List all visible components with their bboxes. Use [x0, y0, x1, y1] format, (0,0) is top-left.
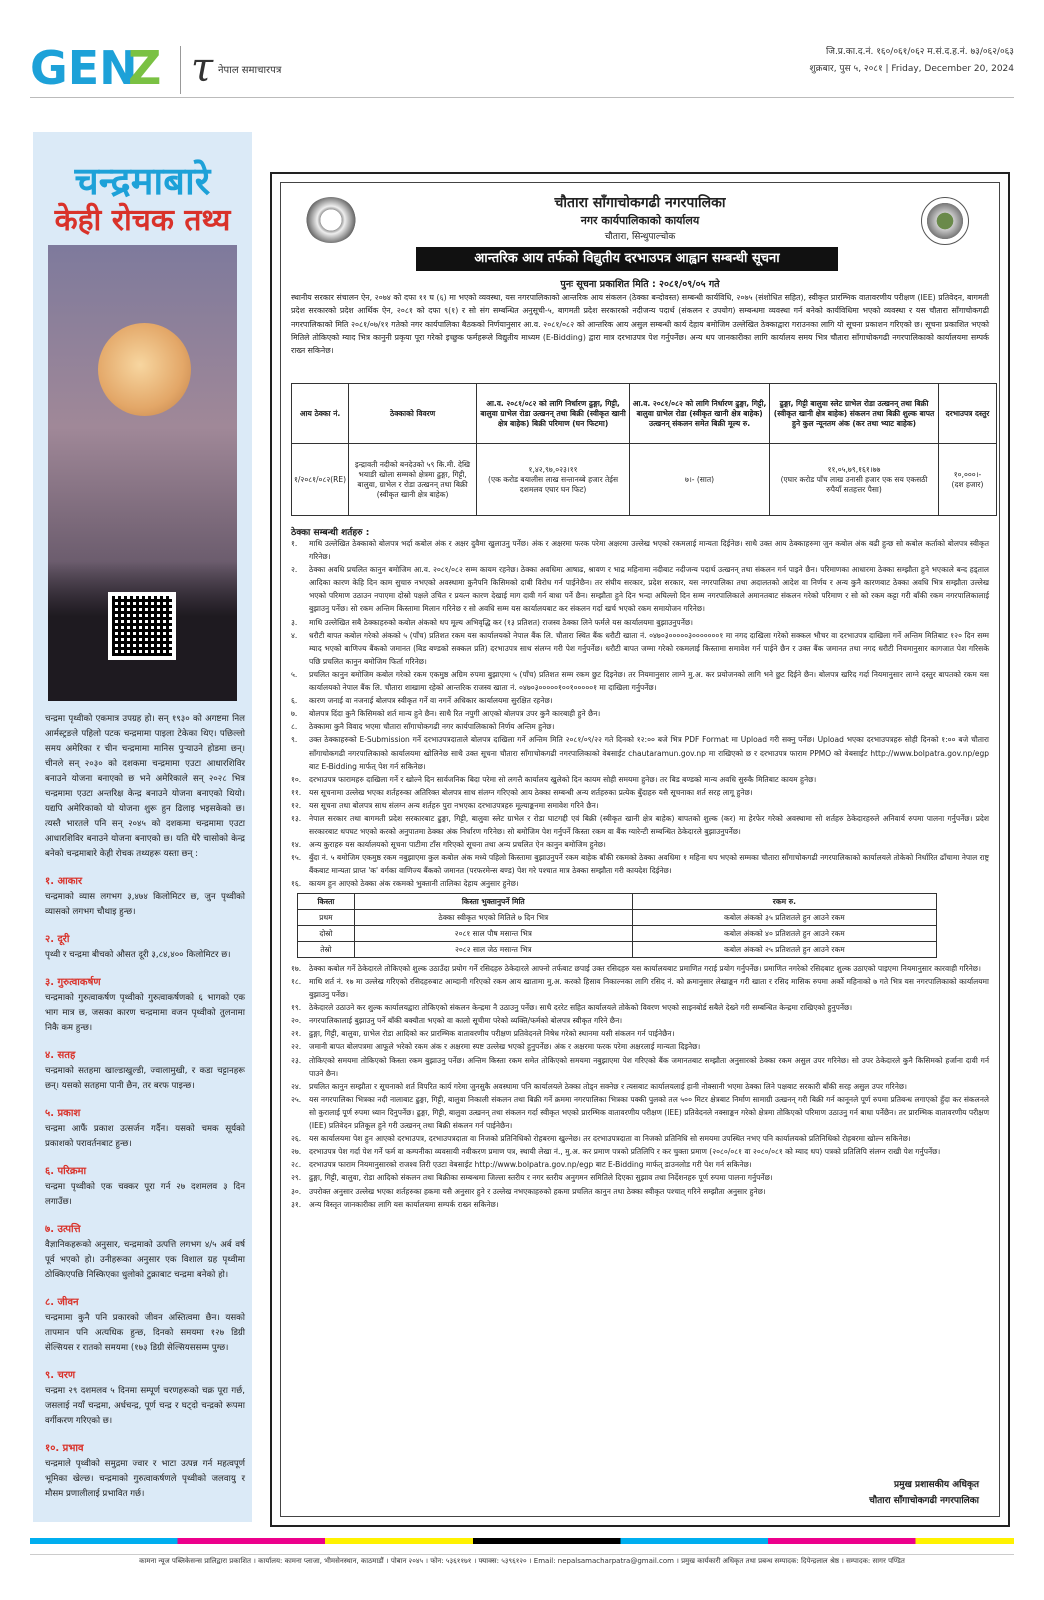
notice-inner — [280, 182, 1000, 1517]
term-item — [291, 1027, 989, 1040]
term-text: बुँदा नं. ५ बमोजिम एकमुष्ठ रकम नबुझाएमा कुल कबोल अंक मध्ये पहिलो किस्तामा बुझाउनुपर्ने रकम बाहेक बाँकी रकमको ठेक्का अवधिमा १ महिना थप भएको सम्मका चौतारा साँगाचोकगढी नगरपालिकाको कार्यालयले तोकेको निर्धारित ढाँचामा नेपाल राष्ट्र बैंकबाट मान्यता प्राप्त 'क' वर्गका वाणिज्य बैंकको जमानत (परफरमेन्स बण्ड) पेश गरे पश्चात मात्र ठेक्का सम्झौता गरी कायदेश दिईनेछ। — [309, 853, 989, 876]
schedule-header: किस्ता भुक्तानुपर्ने मिति — [354, 893, 632, 909]
fact-heading: ७. उत्पत्ति — [45, 1224, 81, 1235]
term-number: २०. — [291, 1016, 302, 1026]
term-item — [291, 773, 989, 786]
term-text: बोलपत्र दिंदा कुनै किसिमको शर्त मान्य हुने छैन। साथै रित नपुगी आएको बोलपत्र उपर कुनै कारबाही हुने छैन। — [309, 709, 601, 719]
term-number: २३. — [291, 1055, 302, 1065]
notice-paragraph: स्थानीय सरकार संचालन ऐन, २०७४ को दफा ११ घ (६) मा भएको व्यवस्था, यस नगरपालिकाको आन्तरिक आय संकलन (ठेक्का बन्दोवस्त) सम्बन्धी कार्यविधि, २०७५ (संशोधित सहित), स्वीकृत प्रारम्भिक वातावरणीय परीक्षण (IEE) प्रतिवेदन, बागमती प्रदेश सरकारको प्रदेश आर्थिक ऐन, २०८१ को दफा ९(१) र सो संग सम्बन्धित अनुसूची-५, बागमती प्रदेश सरकारको नदीजन्य पदार्थ (संकलन र उपयोग) सम्बन्धमा व्यवस्था गर्न बनेको कार्यविधिमा भएको व्यवस्था र यस चौतारा साँगाचोकगढी नगरपालिकाको मिति २०८१/०७/११ गतेको नगर कार्यपालिका बैठकको निर्णयानुसार आ.व. २०८१/०८२ को आन्तरिक आय असुल सम्बन्धी कार्य देहाय बमोजिम उल्लेखित ठेक्काद्वारा गराउनका लागि यो सूचना प्रकाशन गरिएको छ। सूचना प्रकाशित भएको मितिले तोकिएको म्याद भित्र कानुनी प्रकृया पूरा गरेको इच्छुक फर्महरूले विद्युतीय माध्यम (E-Bidding) द्वारा मात्र दरभाउपत्र पेश गर्नुपर्नेछ। अन्य थप जानकारीका लागि कार्यालय समय भित्र चौतारा साँगाचोकगढी नगरपालिकाको कार्यालयमा सम्पर्क राख्न सकिनेछ। — [291, 293, 989, 356]
term-text: ठेक्कामा कुनै विवाद भएमा चौतारा साँगाचोकगढी नगर कार्यपालिकाको निर्णय अन्तिम हुनेछ। — [309, 722, 555, 732]
term-text: धरौटी बापत कबोल गरेको अंकको ५ (पाँच) प्रतिशत रकम यस कार्यालयको नेपाल बैंक लि. चौतारा स्थित बैंक धरौटी खाता नं. ०४७०३०००००३०००००००१ मा नगद दाखिला गरेको सक्कल भौचर वा दरभाउपत्र दाखिला गर्ने अन्तिम मितिबाट १२० दिन सम्म म्याद भएको बाणिज्य बैंकको जमानत (बिड बण्डको सक्कल प्रति) दरभाउपत्र साथ संलग्न गरी पेश गर्नुपर्नेछ। धरौटी बापत जम्मा गरेको रकमलाई किस्तामा समावेश गर्न पाईने छैन र उक्त बैंक जमानत तथा नगद धरौटी नियमानुसार कागजात पेश गरिसके पछि प्रचलित कानुन बमोजिम फिर्ता गरिनेछ। — [309, 630, 989, 666]
term-number: २२. — [291, 1042, 302, 1052]
signatory-org: चौतारा साँगाचोकगढी नगरपालिका — [869, 1496, 979, 1506]
term-number: २१. — [291, 1029, 302, 1039]
sidebar-intro: चन्द्रमा पृथ्वीको एकमात्र उपग्रह हो। सन् १९३० को अगष्टमा निल आर्मस्ट्रङले पहिलो पटक चन्द्रमामा पाइला टेकेका थिए। पछिल्लो समय अमेरिका र चीन चन्द्रमामा मानिस पुऱ्याउने होडमा छन्। चीनले सन् २०३० को दशकमा चन्द्रमामा एउटा आधारशिविर बनाउने योजना बनाएको छ भने अमेरिकाले सन् २०२८ भित्र चन्द्रमामा एउटा अन्तरिक्ष केन्द्र बनाउने योजना बनाएको थियो। यद्यपि अमेरिकाको यो योजना शुरू हुन ढिलाइ भइसकेको छ। त्यस्तै भारतले पनि सन् २०४५ को दशकमा चन्द्रमामा एउटा आधारशिविर बनाउने योजना बनाएको छ। यति धेरै चासोको केन्द्र बनेको चन्द्रमाबारे केही रोचक तथ्यहरू यस्ता छन् : — [45, 714, 245, 859]
org-address: चौतारा, सिन्धुपाल्चोक — [604, 232, 676, 242]
term-text: कायम हुन आएको ठेक्का अंक रकमको भुक्तानी तालिका देहाय अनुसार हुनेछ। — [309, 879, 519, 889]
term-item — [291, 616, 989, 629]
term-item — [291, 1158, 989, 1171]
term-item — [291, 838, 989, 851]
term-text: अन्य कुराहरु यस कार्यालयको सूचना पाटीमा टाँस गरिएको सूचना तथा अन्य प्रचलित ऐन कानुन बमोजिम हुनेछ। — [309, 840, 606, 850]
page-header — [0, 0, 1044, 120]
org-name: चौतारा साँगाचोकगढी नगरपालिका — [554, 195, 726, 211]
term-text: तोकिएको समयमा तोकिएको किस्ता रकम बुझाउनु पर्नेछ। अन्तिम किस्ता रकम समेत तोकिएको समयमा नबुझाएमा पेश गरिएको बैंक जमानतबाट सम्झौता अनुसारको ठेक्का रकम असुल उपर गरिनेछ। सो उपर ठेकेदारले कुनै किसिमको हर्जाना दावी गर्न पाउने छैन। — [309, 1055, 989, 1078]
schedule-header: रकम रु. — [632, 893, 936, 909]
term-item — [291, 1040, 989, 1053]
term-item — [291, 812, 989, 838]
fact-heading: ८. जीवन — [45, 1297, 79, 1308]
schedule-cell: ठेक्का स्वीकृत भएको मितिले ७ दिन भित्र — [354, 909, 632, 925]
moon-disc — [98, 323, 191, 416]
term-number: १०. — [291, 774, 302, 784]
term-text: ठेक्का कबोल गर्ने ठेकेदारले तोकिएको शुल्क उठाउँदा प्रयोग गर्ने रसिदहरु ठेकेदारले आफ्नो तर्फबाट छपाई उक्त रसिदहरु यस कार्यालयबाट प्रमाणित गराई प्रयोग गर्नुपर्नेछ। प्रमाणित नगरेको रसिदबाट शुल्क उठाएको पाइएमा नियमानुसार कारवाही गरिनेछ। — [309, 963, 981, 973]
term-text: माथि उल्लेखित ठेक्काको बोलपत्र भर्दा कबोल अंक र अक्षर दुवैमा खुलाउनु पर्नेछ। अंक र अक्षरमा फरक परेमा अक्षरमा उल्लेख भएको रकमलाई मान्यता दिईनेछ। साथै उक्त आय ठेक्काहरुमा जुन कबोल अंक बढी हुन्छ सो कबोल कर्ताको बोलपत्र स्वीकृत गरिनेछ। — [309, 539, 989, 562]
term-item — [291, 1145, 989, 1158]
paper-logo: τ — [180, 46, 213, 94]
table-cell: ७।- (सात) — [630, 444, 770, 516]
term-text: ठेक्का अवधि प्रचलित कानुन बमोजिम आ.व. २०८१/०८२ सम्म कायम रहनेछ। ठेक्का अवधिमा आषाढ, श्रावण र भाद्र महिनामा नदीबाट नदीजन्य पदार्थ उत्खनन् तथा संकलन गर्न पाइने छैन। परिमाणका आधारमा ठेक्का सम्झौता हुने भएकाले बन्द हड्ताल आदिका कारण केहि दिन काम सुचारु नभएको अवस्थामा कुनैपनि किसिमको दाबी विरोध गर्न पाईनेछैन। तर संघीय सरकार, प्रदेश सरकार, यस नगरपालिका तथा अदालतको आदेश वा निर्णय र अन्य कुनै कारणबाट ठेक्का अवधि भित्र सम्झौता उल्लेख भएको परिमाण उठाउन नपाएमा दोस्रो पक्षले उचित र प्रयत्न कारण देखाई माग दावी गर्न बाधा पर्ने छैन। सम्झौता हुने दिन भन्दा अघिल्लो दिन सम्म नगरपालिकाले अमानतबाट संकलन गरेको परिमाण र सो को रकम कट्टा गरी बाँकी रकम नगरपालिकालाई बुझाउनु पर्नेछ। सो रकम अन्तिम किस्तामा मिलान गरिनेछ र सो अवधि सम्म यस कार्यालयबाट कर संकलन गर्दा खर्च भएको रकम समायोजन गरिनेछ। — [309, 565, 989, 614]
term-number: ८. — [291, 722, 298, 732]
terms-list — [291, 537, 989, 1211]
term-number: १५. — [291, 853, 302, 863]
term-item — [291, 799, 989, 812]
term-item — [291, 668, 989, 694]
term-number: ६. — [291, 696, 298, 706]
moon-facts-sidebar — [33, 132, 252, 1522]
term-number: २४. — [291, 1081, 302, 1091]
term-number: २७. — [291, 1147, 302, 1157]
facts-list — [45, 874, 245, 1502]
term-item — [291, 1185, 989, 1198]
table-header: दरभाउपत्र दस्तुर — [939, 384, 997, 444]
term-text: नेपाल सरकार तथा बागमती प्रदेश सरकारबाट ढुङ्गा, गिट्टी, बालुवा स्लेट ग्राभेल र रोडा घाटगद्दी एवं बिक्री (स्वीकृत खानी क्षेत्र बाहेक) बापतको शुल्क (कर) मा हेरफेर गरेको अवस्थामा सो शर्तहरु ठेकेदारहरुले अनिवार्य रुपमा पालना गर्नुपर्नेछ। प्रदेश सरकारबाट थपघट भएको करको अनुपातमा ठेक्का अंक निर्धारण गरिनेछ। सो बमोजिम पेश गर्नुपर्ने किस्ता रकम वा बैंक ग्यारेन्टी सम्बन्धित ठेकेदारले बुझाउनुपर्नेछ। — [309, 813, 989, 837]
term-text: ठेकेदारले उठाउने कर शुल्क कार्यालयद्वारा तोकिएको संकलन केन्द्रमा नै उठाउनु पर्नेछ। साथै दररेट सहित कार्यालयले तोकेको विवरण भएको साइनबोर्ड सबैले देख्ने गरी सम्बन्धित केन्द्रमा राखिएको हुनुपर्नेछ। — [309, 1003, 853, 1013]
term-text: नगरपालिकालाई बुझाउनु पर्ने बाँकी बक्यौता भएको वा कालो सूचीमा परेको व्यक्ति/फर्मको बोलपत्र स्वीकृत गरिने छैन। — [309, 1016, 623, 1026]
term-text: यस सूचना तथा बोलपत्र साथ संलग्न अन्य शर्तहरु पुरा नभएका दरभाउपत्रहरु मूल्याङ्कनमा समावेश गरिने छैन। — [309, 800, 599, 810]
moon-photo — [48, 245, 237, 701]
fact-text: चन्द्रमामा कुनै पनि प्रकारको जीवन अस्तित्वमा छैन। यसको तापमान पनि अत्यधिक हुन्छ, दिनको समयमा १२७ डिग्री सेल्सियस र रातको समयमा (१७३ डिग्री सेल्सियससम्म पुग्छ। — [45, 1313, 245, 1353]
table-header: आय ठेक्का नं. — [292, 384, 349, 444]
term-text: दरभाउपत्र फाराम नियमानुसारको राजश्व तिरी एउटा वेबसाईट http://www.bolpatra.gov.np/egp बाट E-Bidding मार्फत् डाउनलोड गरी पेश गर्न सकिनेछ। — [309, 1160, 752, 1170]
fact-text: चन्द्रमाले पृथ्वीको समुद्रमा ज्वार र भाटा उत्पन्न गर्न महत्वपूर्ण भूमिका खेल्छ। चन्द्रमाको गुरुत्वाकर्षणले पृथ्वीको जलवायु र मौसम प्रणालीलाई प्रभावित गर्छ। — [45, 1459, 245, 1499]
table-cell: १०,०००।- (दश हजार) — [939, 444, 997, 516]
term-item — [291, 563, 989, 615]
term-number: २५. — [291, 1094, 302, 1104]
term-item — [291, 786, 989, 799]
date-line: शुक्रबार, पुस ५, २०८१ | Friday, December 20, 2024 — [809, 64, 1014, 74]
term-number: १८. — [291, 977, 302, 986]
fact-heading: १. आकार — [45, 876, 83, 887]
term-text: अन्य विस्तृत जानकारीका लागि यस कार्यालयमा सम्पर्क राख्न सकिनेछ। — [309, 1199, 499, 1209]
term-item — [291, 1093, 989, 1132]
table-header: ढुङ्गा, गिट्टी बालुवा स्लेट ग्राभेल रोडा उत्खनन् तथा बिक्री (स्वीकृत खानी क्षेत्र बाहेक) संकलन तथा बिक्री शुल्क बापत हुने कुल न्यूनतम अंक (कर तथा भ्याट बाहेक) — [770, 384, 939, 444]
term-item — [291, 733, 989, 772]
schedule-cell: प्रथम — [298, 909, 355, 925]
term-item — [291, 975, 989, 1001]
table-cell: १/२०८१/०८२(RE) — [292, 444, 349, 516]
term-item — [291, 1132, 989, 1145]
term-number: १४. — [291, 840, 302, 850]
fact-heading: ३. गुरुत्वाकर्षण — [45, 977, 101, 988]
fact-text: चन्द्रमा २९ दशमलव ५ दिनमा सम्पूर्ण चरणहरूको चक्र पूरा गर्छ, जसलाई नयाँ चन्द्रमा, अर्धचन्द्र, पूर्ण चन्द्र र घट्दो चन्द्रको रूपमा वर्गीकरण गरिएको छ। — [45, 1386, 245, 1426]
fact-text: चन्द्रमाको सतहमा खाल्डाखुल्डी, ज्वालामुखी, र कडा चट्टानहरू छन्। यसको सतहमा पानी छैन, तर बरफ पाइन्छ। — [45, 1066, 245, 1091]
schedule-row — [298, 909, 937, 925]
schedule-row — [298, 941, 937, 957]
term-item — [291, 1054, 989, 1080]
fact-heading: ६. परिक्रमा — [45, 1166, 87, 1177]
term-item — [291, 1001, 989, 1014]
genz-logo — [30, 40, 170, 92]
schedule-cell: २०८१ साल पौष मसान्त भित्र — [354, 925, 632, 941]
term-number: १६. — [291, 879, 302, 889]
term-text: दरभाउपत्र पेश गर्दा पेश गर्ने फर्म वा कम्पनीका व्यवसायी नवीकरण प्रमाण पत्र, स्थायी लेखा नं., मु.अ. कर प्रमाण पत्रको प्रतिलिपि र कर चुक्ता प्रमाण (२०८०/०८१ वा २०८०/०८१ को म्याद थप) पत्रको प्रतिलिपि संलग्न राखी पेश गर्नुपर्नेछ। — [309, 1147, 941, 1157]
fact-heading: २. दूरी — [45, 934, 70, 945]
schedule-cell: दोस्रो — [298, 925, 355, 941]
term-item — [291, 707, 989, 720]
term-text: उपरोक्त अनुसार उल्लेख भएका शर्तहरुका हकमा यसै अनुसार हुने र उल्लेख नभएकाहरुको हकमा प्रचलित कानुन तथा ठेक्का स्वीकृत पश्चात् गरिने सम्झौता अनुसार हुनेछ। — [309, 1186, 766, 1196]
table-cell: इन्द्रावती नदीको बनदेउको ५९ कि.मी. देखि भयाङी खोला सम्मको क्षेत्रमा ढुङ्गा, गिट्टी, बालुवा, ग्राभेल र रोडा उत्खनन् तथा बिक्री (स्वीकृत खानी क्षेत्र बाहेक) — [349, 444, 477, 516]
svg-text:GEN: GEN — [30, 41, 138, 92]
term-text: प्रचलित कानुन बमोजिम कबोल गरेको रकम एकमुष्ठ अग्रिम रुपमा बुझाएमा ५ (पाँच) प्रतिशत सम्म रकम छुट दिइनेछ। तर नियमानुसार लाग्ने मु.अ. कर प्रयोजनको लागि भने छुट दिईने छैन। बोलपत्र खरिद गर्दा नियमानुसार लाग्ने दस्तुर बापतको रकम यस कार्यालयको नेपाल बैंक लि. चौतारा शाखामा रहेको आन्तरिक राजस्व खाता नं. ०४७०३०००००१००१०००००१ मा दाखिला गर्नुपर्नेछ। — [309, 669, 989, 693]
reg-line: जि.प्र.का.द.नं. १६०/०६१/०६२ म.सं.द.ह.नं. ७३/०६२/०६३ — [825, 47, 1014, 57]
term-number: १७. — [291, 963, 302, 973]
term-number: १९. — [291, 1003, 302, 1013]
table-header: आ.व. २०८१/०८२ को लागि निर्धारण ढुङ्गा, गिट्टी, बालुवा ग्राभेल रोडा उत्खनन् तथा बिक्री (स्वीकृत खानी क्षेत्र बाहेक) बिक्री परिमाण (घन फिटमा) — [477, 384, 630, 444]
term-text: प्रचलित कानुन सम्झौता र सूचनाको शर्त विपरित कार्य गरेमा जुनसुकै अवस्थामा पनि कार्यालयले ठेक्का तोड्न सक्नेछ र त्यसबाट कार्यालयलाई हानी नोक्सानी भएमा ठेक्का लिने पक्षबाट सरकारी बाँकी सरह असुल उपर गरिनेछ। — [309, 1081, 907, 1091]
term-item — [291, 877, 989, 890]
fact-text: चन्द्रमाको गुरुत्वाकर्षण पृथ्वीको गुरुत्वाकर्षणको ६ भागको एक भाग मात्र छ, जसका कारण चन्द्रमामा वजन पृथ्वीको तुलनामा निकै कम हुन्छ। — [45, 993, 245, 1033]
term-text: यस नगरपालिका भित्रका नदी नालाबाट ढुङ्गा, गिट्टी, बालुवा निकाली संकलन तथा बिक्री गर्ने क्रममा नगरपालिका भित्रका पक्की पुलको तल ५०० मिटर क्षेत्रबाट निर्माण सामाग्री उत्खनन् गरी बिक्री गर्न कानूनले पूर्ण रुपमा प्रतिबन्ध लगाएको हुँदा कर संकलनले सो कुरालाई पूर्ण रुपमा ध्यान दिनुपर्नेछ। ढुङ्गा, गिट्टी, बालुवा उत्खनन् तथा संकलन गर्दा स्वीकृत भएको प्रारम्भिक वातावरणीय परीक्षण (IEE) प्रतिवेदनले नक्साङ्कन गरेको क्षेत्रमा तोकिएको परिमाण उठाउनु गर्न बाधा पर्नेछैन। तर प्रारम्भिक वातावरणीय परीक्षण (IEE) प्रतिवेदन प्रतिकूल हुने गरी उत्खनन् तथा बिक्री संकलन गर्न पाईनेछैन। — [309, 1094, 989, 1131]
term-text: जमानी बापत बोलपत्रमा आफूले भरेको रकम अंक र अक्षरमा स्पष्ट उल्लेख भएको हुनुपर्नेछ। अंक र अक्षरमा फरक परेमा अक्षरलाई मान्यता दिइनेछ। — [309, 1042, 701, 1052]
term-item — [291, 629, 989, 668]
term-item — [291, 1198, 989, 1211]
term-text: माथि उल्लेखित सबै ठेक्काहरुको कबोल अंकको थप मूल्य अभिवृद्धि कर (१३ प्रतिशत) राजस्व ठेक्का लिने फर्मले यस कार्यालयमा बुझाउनुपर्नेछ। — [309, 617, 693, 627]
signatory-title: प्रमुख प्रशासकीय अधिकृत — [893, 1480, 979, 1490]
fact-text: वैज्ञानिकहरूको अनुसार, चन्द्रमाको उत्पत्ति लगभग ४/५ अर्ब वर्ष पूर्व भएको हो। उनीहरूका अनुसार एक विशाल ग्रह पृथ्वीमा ठोक्किएपछि निस्किएका धुलोको टुक्राबाट चन्द्रमा बनेको हो। — [45, 1240, 245, 1280]
schedule-cell: कबोल अंकको २५ प्रतिशतले हुन आउने रकम — [632, 941, 936, 957]
term-text: उक्त ठेक्काहरुको E-Submission गर्ने दरभाउपत्रदाताले बोलपत्र दाखिला गर्ने अन्तिम मिति २०८१/०९/२२ गते दिनको १२:०० बजे भित्र PDF Format मा Upload गरी सक्नु पर्नेछ। Upload भएका दरभाउपत्रहरु सोही दिनको १:०० बजे चौतारा साँगाचोकगढी नगरपालिकाको कार्यालयमा खोलिनेछ साथै उक्त सूचना चौतारा साँगाचोकगढी नगरपालिकाको वेबसाईट chautaramun.gov.np मा राखिएको छ र दरभाउपत्र फाराम PPMO को वेबसाईट http://www.bolpatra.gov.np/egp बाट E-Bidding मार्फत् पेश गर्न सकिनेछ। — [309, 735, 989, 771]
term-item — [291, 962, 989, 975]
svg-text:Z: Z — [128, 41, 162, 92]
sidebar-body — [45, 712, 245, 1502]
term-text: यस सूचनामा उल्लेख भएका शर्तहरुका अतिरिक्त बोलपत्र साथ संलग्न गरिएको आय ठेक्का सम्बन्धी अन्य शर्तहरुका प्रत्येक बुँदाहरु यसै सूचनाका शर्त सरह लागू हुनेछ। — [309, 787, 753, 797]
schedule-cell: तेस्रो — [298, 941, 355, 957]
term-number: ९. — [291, 735, 298, 745]
qr-code[interactable] — [108, 592, 176, 660]
term-number: २६. — [291, 1134, 302, 1144]
term-item — [291, 1014, 989, 1027]
term-item — [291, 1171, 989, 1184]
sidebar-title: चन्द्रमाबारे — [74, 159, 211, 203]
fact-text: पृथ्वी र चन्द्रमा बीचको औसत दूरी ३,८४,४०० किलोमिटर छ। — [45, 950, 231, 960]
term-number: १३. — [291, 813, 302, 823]
table-header: आ.व. २०८१/०८२ को लागि निर्धारण ढुङ्गा, गिट्टी, बालुवा ग्राभेल रोडा (स्वीकृत खानी क्षेत्र बाहेक) उत्खनन् संकलन समेत बिक्री मूल्य रु. — [630, 384, 770, 444]
term-text: यस कार्यालयमा पेश हुन आएको दरभाउपत्र, दरभाउपत्रदाता वा निजको प्रतिनिधिको रोहबरमा खुल्नेछ। तर दरभाउपत्रदाता वा निजको प्रतिनिधि सो समयमा उपस्थित नभए पनि कार्यालयको प्रतिनिधिको रोहबरमा खोल्न सकिनेछ। — [309, 1134, 911, 1144]
terms-heading: ठेक्का सम्बन्धी शर्तहरु : — [291, 528, 370, 538]
term-item — [291, 537, 989, 563]
notice-title: आन्तरिक आय तर्फको विद्युतीय दरभाउपत्र आह्वान सम्बन्धी सूचना — [416, 247, 838, 271]
term-number: ४. — [291, 630, 298, 640]
payment-schedule-table — [297, 893, 937, 958]
term-item — [291, 694, 989, 707]
term-text: कारण जनाई वा नजनाई बोलपत्र स्वीकृत गर्ने वा नगर्ने अधिकार कार्यालयमा सुरक्षित रहनेछ। — [309, 696, 553, 706]
page-footer: कामना न्यूज पब्लिकेसन्स प्रालिद्वारा प्रकाशित । कार्यालय: कामना प्लाजा, भीमसेनस्थान, काठमाडौं । पोबान २०४५ । फोन: ५३६११७१ । फ्याक्स: ५३९६१२० । Email: nepalsamacharpatra@gmail.com । प्रमुख कार्यकारी अधिकृत तथा प्रबन्ध सम्पादक: दिपेन्द्रलाल श्रेष्ठ । सम्पादक: सागर पण्डित — [30, 1554, 1014, 1568]
term-text: माथि शर्त नं. १७ मा उल्लेख गरिएको रसिदहरुबाट आम्दानी गरिएको रकम आय खातामा मु.अ. करको हिसाव निकाल्नका लागि रसिद नं. को क्रमानुसार लेखाङ्कन गरी खाता र रसिद मासिक रुपमा अर्को महिनाको ७ गते भित्र यस नगरपालिकाको कार्यालयमा बुझाउनु पर्नेछ। — [309, 977, 989, 1000]
table-cell: ११,०५,७९,१६१।७७ (एघार करोड पाँच लाख उनासी हजार एक सय एकसठी रुपैयाँ सतहत्तर पैसा) — [770, 444, 939, 516]
fact-heading: १०. प्रभाव — [45, 1443, 84, 1454]
term-number: १२. — [291, 800, 302, 810]
term-text: ढुङ्गा, गिट्टी, बालुवा, रोडा आदिको संकलन तथा बिक्रीका सम्बन्धमा जिल्ला स्तरीय र नगर स्तरीय अनुगमन समितिले दिएका सुझाव तथा निर्देशनहरु पूर्ण रुपमा पालना गर्नुपर्नेछ। — [309, 1173, 773, 1183]
table-header: ठेक्काको विवरण — [349, 384, 477, 444]
term-number: ११. — [291, 787, 302, 797]
fact-heading: ५. प्रकाश — [45, 1108, 81, 1119]
print-color-bar — [30, 1538, 1014, 1544]
term-item — [291, 851, 989, 877]
contract-table — [291, 383, 997, 516]
fact-text: चन्द्रमा आफैं प्रकाश उत्सर्जन गर्दैन। यसको चमक सूर्यको प्रकाशको परावर्तनबाट हुन्छ। — [45, 1124, 245, 1149]
schedule-row — [298, 925, 937, 941]
term-number: ५. — [291, 669, 298, 679]
term-number: १. — [291, 539, 298, 548]
term-number: ७. — [291, 709, 298, 719]
term-number: २. — [291, 565, 298, 575]
term-number: ३०. — [291, 1186, 302, 1196]
fact-heading: ४. सतह — [45, 1050, 76, 1061]
term-number: २९. — [291, 1173, 302, 1183]
notice-box — [270, 172, 1010, 1527]
sidebar-subtitle: केही रोचक तथ्य — [54, 203, 231, 238]
registration-info — [810, 44, 1014, 78]
fact-text: चन्द्रमा पृथ्वीको एक चक्कर पूरा गर्न २७ दशमलव ३ दिन लगाउँछ। — [45, 1182, 245, 1207]
schedule-cell: कबोल अंकको ३५ प्रतिशतले हुन आउने रकम — [632, 909, 936, 925]
paper-name: नेपाल समाचारपत्र — [218, 65, 282, 76]
schedule-header: किस्ता — [298, 893, 355, 909]
term-text: दरभाउपत्र फारामहरु दाखिला गर्ने र खोल्ने दिन सार्वजनिक बिदा परेमा सो लगत्तै कार्यालय खुलेको दिन कायम सोही समयमा हुनेछ। तर बिड बण्डको मान्य अवधि सुरुकै मितिबाट कायम हुनेछ। — [309, 774, 817, 784]
header-divider — [30, 97, 1014, 98]
term-number: ३. — [291, 617, 298, 627]
term-item — [291, 720, 989, 733]
term-number: ३१. — [291, 1199, 302, 1209]
fact-text: चन्द्रमाको व्यास लगभग ३,४७४ किलोमिटर छ, जुन पृथ्वीको व्यासको लगभग चौथाइ हुन्छ। — [45, 892, 245, 917]
term-text: ढुङ्गा, गिट्टी, बालुवा, ग्राभेल रोडा आदिको कर प्रारम्भिक वातावरणीय परीक्षण प्रतिवेदनले निषेध गरेको स्थानमा यसी संकलन गर्न पाईनेछैन। — [309, 1029, 675, 1039]
term-number: २८. — [291, 1160, 302, 1170]
fact-heading: ९. चरण — [45, 1370, 76, 1381]
schedule-cell: २०८२ साल जेठ मसान्त भित्र — [354, 941, 632, 957]
org-office: नगर कार्यपालिकाको कार्यालय — [580, 214, 700, 227]
republish-date: पुनः सूचना प्रकाशित मिति : २०८१/०९/०५ गते — [560, 279, 720, 290]
term-item — [291, 1080, 989, 1093]
table-cell: १,४२,९७,०२३।११ (एक करोड बयालीस लाख सन्तानब्बे हजार तेईस दशमलव एघार घन फिट) — [477, 444, 630, 516]
schedule-cell: कबोल अंकको ४० प्रतिशतले हुन आउने रकम — [632, 925, 936, 941]
